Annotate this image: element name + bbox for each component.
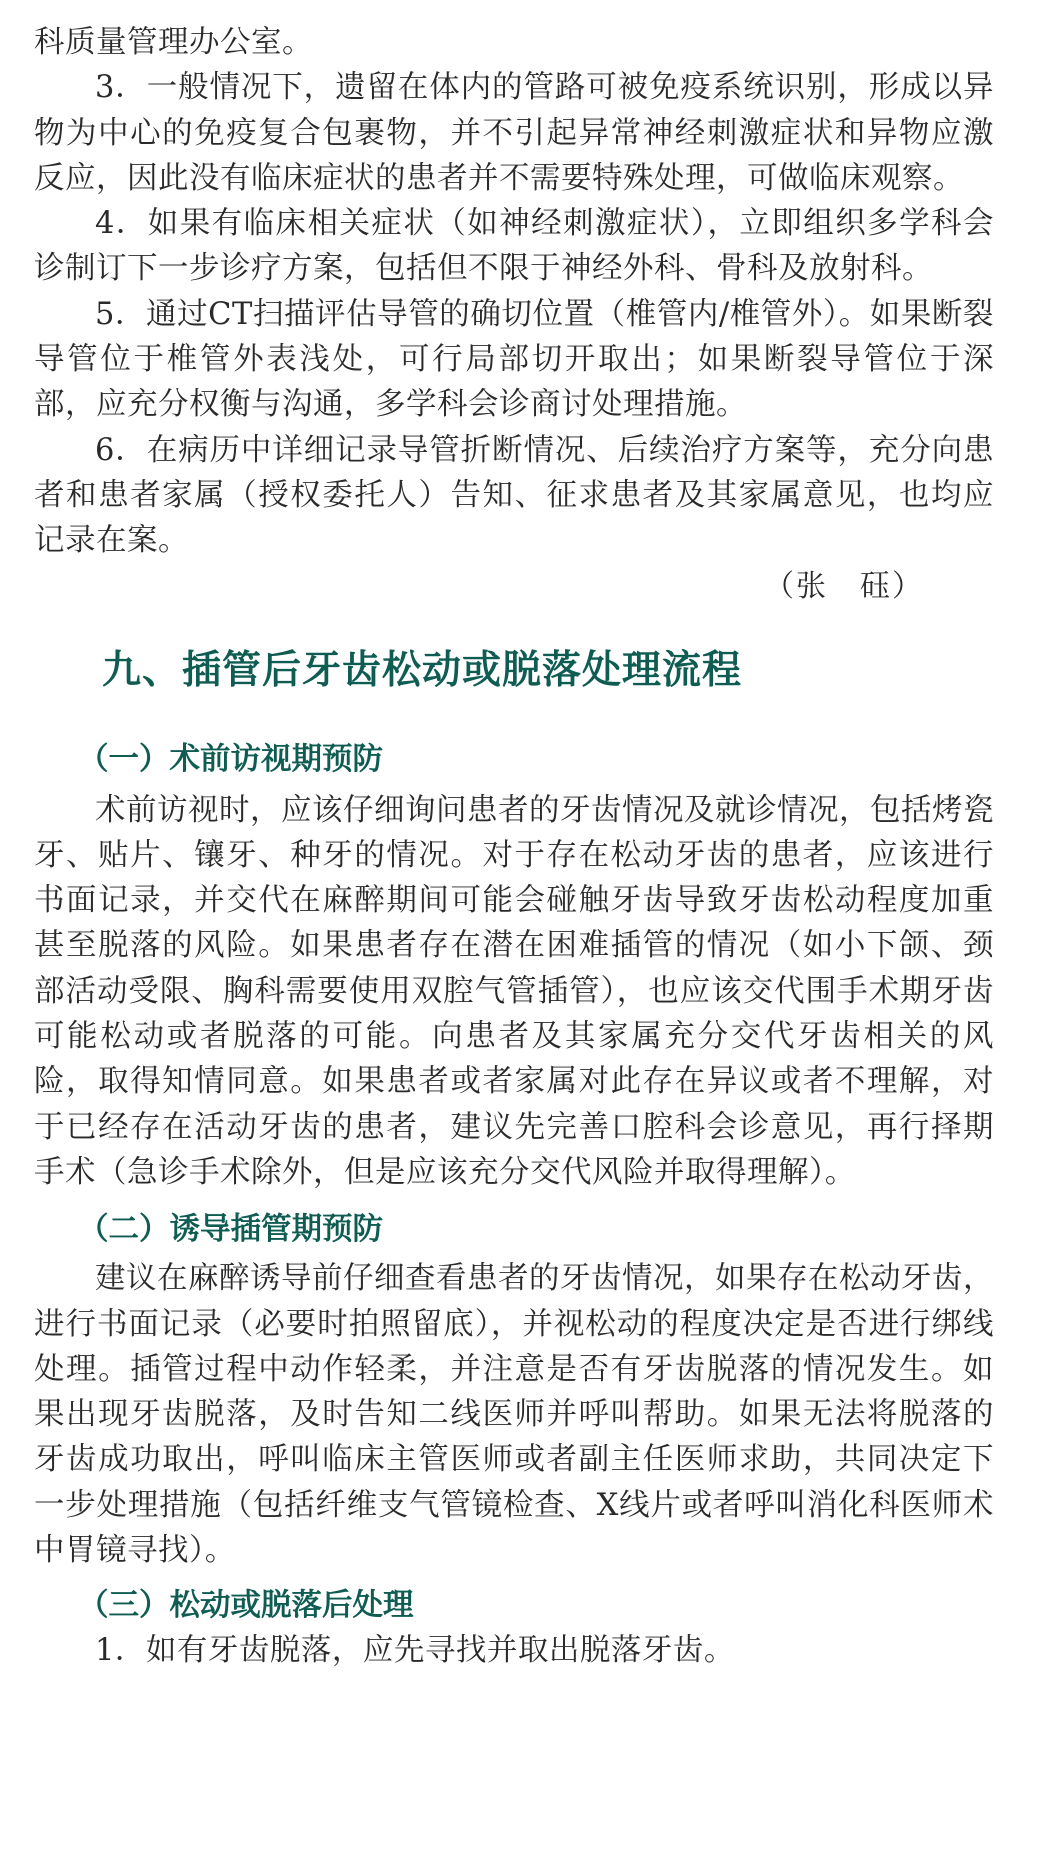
document-page (34, 0, 994, 1674)
section-heading-2: （二）诱导插管期预防 (78, 1212, 383, 1248)
continuation-line: 科质量管理办公室。 (34, 25, 313, 60)
list-item-5: 5．通过CT扫描评估导管的确切位置（椎管内/椎管外）。如果断裂导管位于椎管外表浅处，可行局部切开取出；如果断裂导管位于深部，应充分权衡与沟通，多学科会诊商讨处理措施。 (34, 296, 994, 423)
list-item-4: 4．如果有临床相关症状（如神经刺激症状），立即组织多学科会诊制订下一步诊疗方案，包括但不限于神经外科、骨科及放射科。 (34, 206, 994, 287)
list-item-3: 3．一般情况下，遗留在体内的管路可被免疫系统识别，形成以异物为中心的免疫复合包裹物，并不引起异常神经刺激症状和异物应激反应，因此没有临床症状的患者并不需要特殊处理，可做临床观察。 (34, 70, 994, 196)
section-paragraph-1: 术前访视时，应该仔细询问患者的牙齿情况及就诊情况，包括烤瓷牙、贴片、镶牙、种牙的情况。对于存在松动牙齿的患者，应该进行书面记录，并交代在麻醉期间可能会碰触牙齿导致牙齿松动程度加重甚至脱落的风险。如果患者存在潜在困难插管的情况（如小下颌、颈部活动受限、胸科需要使用双腔气管插管），也应该交代围手术期牙齿可能松动或者脱落的可能。向患者及其家属充分交代牙齿相关的风险，取得知情同意。如果患者或者家属对此存在异议或者不理解，对于已经存在活动牙齿的患者，建议先完善口腔科会诊意见，再行择期手术（急诊手术除外，但是应该充分交代风险并取得理解）。 (34, 792, 994, 1190)
section-heading-1: （一）术前访视期预防 (78, 741, 383, 777)
list-item-6: 6．在病历中详细记录导管折断情况、后续治疗方案等，充分向患者和患者家属（授权委托人）告知、征求患者及其家属意见，也均应记录在案。 (34, 432, 994, 559)
section-paragraph-2: 建议在麻醉诱导前仔细查看患者的牙齿情况，如果存在松动牙齿，进行书面记录（必要时拍照留底），并视松动的程度决定是否进行绑线处理。插管过程中动作轻柔，并注意是否有牙齿脱落的情况发生。如果出现牙齿脱落，及时告知二线医师并呼叫帮助。如果无法将脱落的牙齿成功取出，呼叫临床主管医师或者副主任医师求助，共同决定下一步处理措施（包括纤维支气管镜检查、X线片或者呼叫消化科医师术中胃镜寻找）。 (34, 1261, 994, 1569)
section-heading-3: （三）松动或脱落后处理 (78, 1588, 414, 1624)
section-paragraph-3: 1．如有牙齿脱落，应先寻找并取出脱落牙齿。 (95, 1633, 735, 1669)
author-attribution: （张 砡） (764, 568, 924, 604)
chapter-title: 九、插管后牙齿松动或脱落处理流程 (102, 647, 743, 693)
